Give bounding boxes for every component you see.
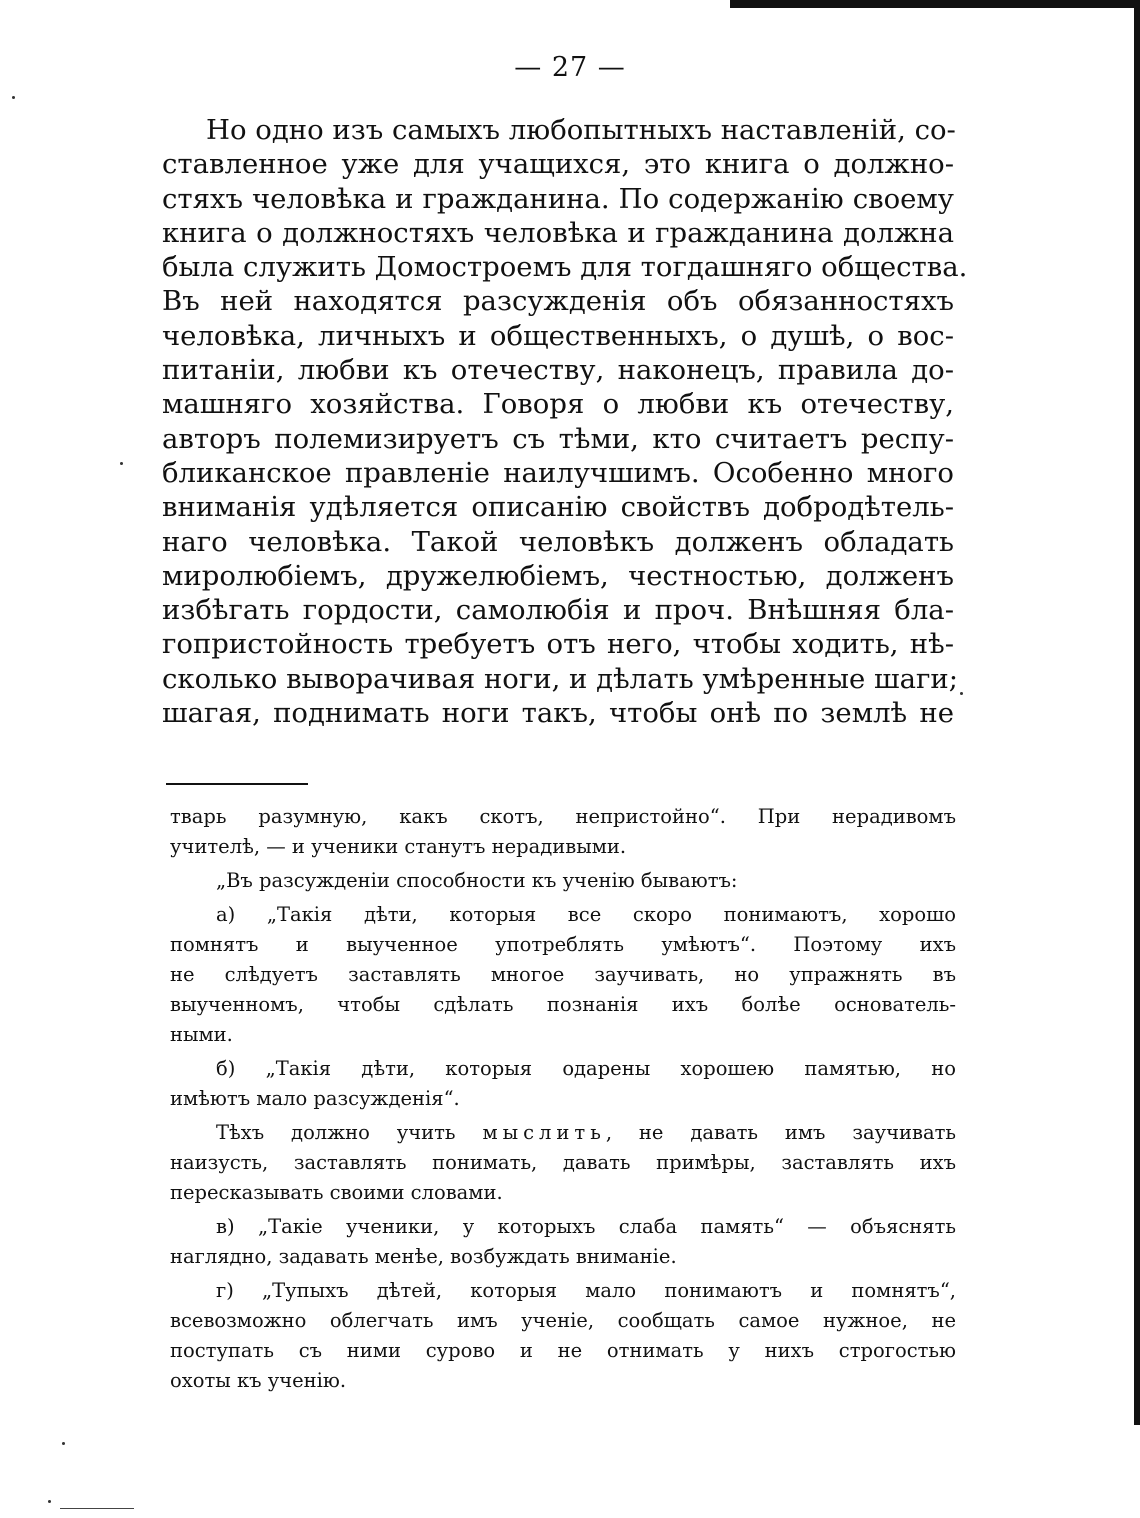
text-line: миролюбіемъ, дружелюбіемъ, честностью, долженъ (162, 559, 954, 592)
text-line: книга о должностяхъ человѣка и гражданина должна (162, 216, 954, 249)
footnote-text: , не давать имъ заучивать (605, 1121, 956, 1144)
text-line: сколько выворачивая ноги, и дѣлать умѣренные шаги; (162, 662, 958, 695)
scan-edge-right (1134, 0, 1140, 1425)
footnote-line (170, 1118, 956, 1148)
footnote-line: в) „Такіе ученики, у которыхъ слаба память“ — объяснять (216, 1215, 956, 1238)
footnote-line: всевозможно облегчать имъ ученіе, сообщать самое нужное, не (170, 1309, 956, 1332)
footnote-separator (166, 783, 308, 785)
footnote-line: поступать съ ними сурово и не отнимать у нихъ строгостью (170, 1339, 956, 1362)
scan-speck (960, 692, 963, 695)
text-line: избѣгать гордости, самолюбія и проч. Внѣшняя бла- (162, 594, 954, 627)
text-line: питаніи, любви къ отечеству, наконецъ, правила до- (162, 354, 954, 387)
footnote-line: охоты къ ученію. (170, 1369, 347, 1392)
scan-edge-top (730, 0, 1140, 8)
text-line: Въ ней находятся разсужденія объ обязанностяхъ (162, 285, 954, 318)
text-line: авторъ полемизируетъ съ тѣми, кто считаетъ респу- (162, 422, 954, 455)
main-text (162, 113, 968, 730)
text-line: шагая, поднимать ноги такъ, чтобы онѣ по землѣ не (162, 697, 954, 730)
footnote-text: Тѣхъ должно учить (216, 1121, 456, 1144)
scan-bottom-mark (60, 1508, 134, 1509)
footnote-line: учителѣ, — и ученики станутъ нерадивыми. (170, 835, 627, 858)
footnote-line: не слѣдуетъ заставлять многое заучивать, но упражнять въ (170, 963, 956, 986)
scan-speck (120, 462, 123, 465)
text-line: была служить Домостроемъ для тогдашняго общества. (162, 251, 968, 284)
footnote-line: помнятъ и выученное употреблять умѣютъ“. Поэтому ихъ (170, 933, 956, 956)
footnote-line: а) „Такія дѣти, которыя все скоро понимаютъ, хорошо (216, 903, 956, 926)
footnote-line: выученномъ, чтобы сдѣлать познанія ихъ болѣе основатель- (170, 993, 956, 1016)
text-line: вниманія удѣляется описанію свойствъ добродѣтель- (162, 491, 954, 524)
text-line: бликанское правленіе наилучшимъ. Особенно много (162, 456, 954, 489)
footnotes (170, 802, 956, 1396)
footnote-line: б) „Такія дѣти, которыя одарены хорошею памятью, но (216, 1057, 956, 1080)
page-number: — 27 — (514, 52, 626, 83)
text-line: машняго хозяйства. Говоря о любви къ отечеству, (162, 388, 954, 421)
footnote-line: пересказывать своими словами. (170, 1181, 503, 1204)
footnote-line: г) „Тупыхъ дѣтей, которыя мало понимаютъ и помнятъ“, (216, 1279, 956, 1302)
footnote-line: ными. (170, 1023, 233, 1046)
footnote-line: „Въ разсужденіи способности къ ученію бываютъ: (216, 869, 738, 892)
footnote-line: наизусть, заставлять понимать, давать примѣры, заставлять ихъ (170, 1151, 956, 1174)
footnote-line: наглядно, задавать менѣе, возбуждать вниманіе. (170, 1245, 677, 1268)
text-line: наго человѣка. Такой человѣкъ долженъ обладать (162, 525, 954, 558)
emphasized-word: мыслить (482, 1121, 606, 1144)
text-line: Но одно изъ самыхъ любопытныхъ наставленій, со- (206, 114, 956, 146)
text-line: ставленное уже для учащихся, это книга о должно- (162, 148, 954, 181)
text-line: гопристойность требуетъ отъ него, чтобы ходить, нѣ- (162, 628, 954, 661)
footnote-line: имѣютъ мало разсужденія“. (170, 1087, 460, 1110)
scan-speck (62, 1442, 65, 1445)
text-line: стяхъ человѣка и гражданина. По содержанію своему (162, 182, 954, 215)
footnote-line: тварь разумную, какъ скотъ, непристойно“. При нерадивомъ (170, 805, 956, 828)
scan-speck (12, 96, 15, 99)
scan-speck (48, 1500, 51, 1503)
text-line: человѣка, личныхъ и общественныхъ, о душѣ, о вос- (162, 319, 954, 352)
